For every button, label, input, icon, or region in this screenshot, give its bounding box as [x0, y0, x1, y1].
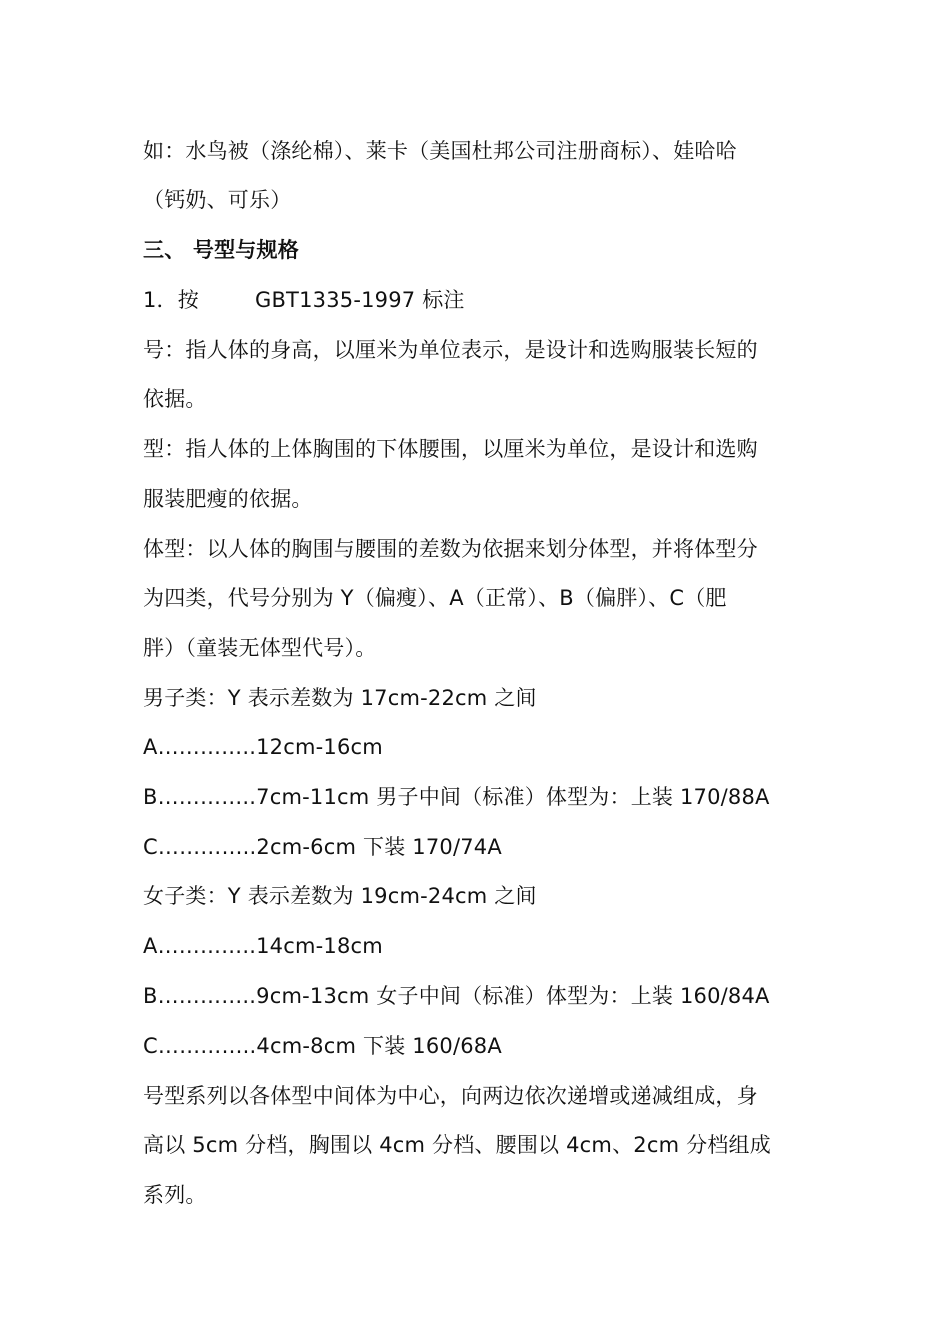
series-line-3: 系列。 [143, 1183, 207, 1207]
men-y-line: 男子类：Y 表示差数为 17cm-22cm 之间 [143, 686, 537, 710]
women-a-line: A…………..14cm-18cm [143, 934, 383, 958]
section-heading: 三、 号型与规格 [143, 238, 299, 262]
series-line-1: 号型系列以各体型中间体为中心，向两边依次递增或递减组成，身 [143, 1084, 758, 1108]
xing-line-2: 服装肥瘦的依据。 [143, 487, 313, 511]
tixing-line-2: 为四类，代号分别为 Y（偏瘦）、A（正常）、B（偏胖）、C（肥 [143, 586, 727, 610]
item-1-line [143, 285, 813, 315]
women-y-line: 女子类：Y 表示差数为 19cm-24cm 之间 [143, 884, 537, 908]
men-a-line: A…………..12cm-16cm [143, 735, 383, 759]
intro-line-1: 如：水鸟被（涤纶棉）、莱卡（美国杜邦公司注册商标）、娃哈哈 [143, 139, 737, 163]
tixing-line-3: 胖）（童装无体型代号）。 [143, 636, 377, 660]
xing-line-1: 型：指人体的上体胸围的下体腰围，以厘米为单位，是设计和选购 [143, 437, 758, 461]
men-b-line: B…………..7cm-11cm 男子中间（标准）体型为：上装 170/88A [143, 785, 770, 809]
hao-line-2: 依据。 [143, 387, 207, 411]
series-line-2: 高以 5cm 分档，胸围以 4cm 分档、腰围以 4cm、2cm 分档组成 [143, 1133, 771, 1157]
item-1-prefix: 1．按 [143, 288, 199, 312]
tixing-line-1: 体型：以人体的胸围与腰围的差数为依据来划分体型，并将体型分 [143, 537, 758, 561]
intro-line-2: （钙奶、可乐） [143, 188, 292, 212]
men-c-line: C…………..2cm-6cm 下装 170/74A [143, 835, 502, 859]
hao-line-1: 号：指人体的身高，以厘米为单位表示，是设计和选购服装长短的 [143, 338, 758, 362]
item-1-suffix: GBT1335-1997 标注 [254, 288, 465, 312]
women-b-line: B…………..9cm-13cm 女子中间（标准）体型为：上装 160/84A [143, 984, 770, 1008]
women-c-line: C…………..4cm-8cm 下装 160/68A [143, 1034, 502, 1058]
